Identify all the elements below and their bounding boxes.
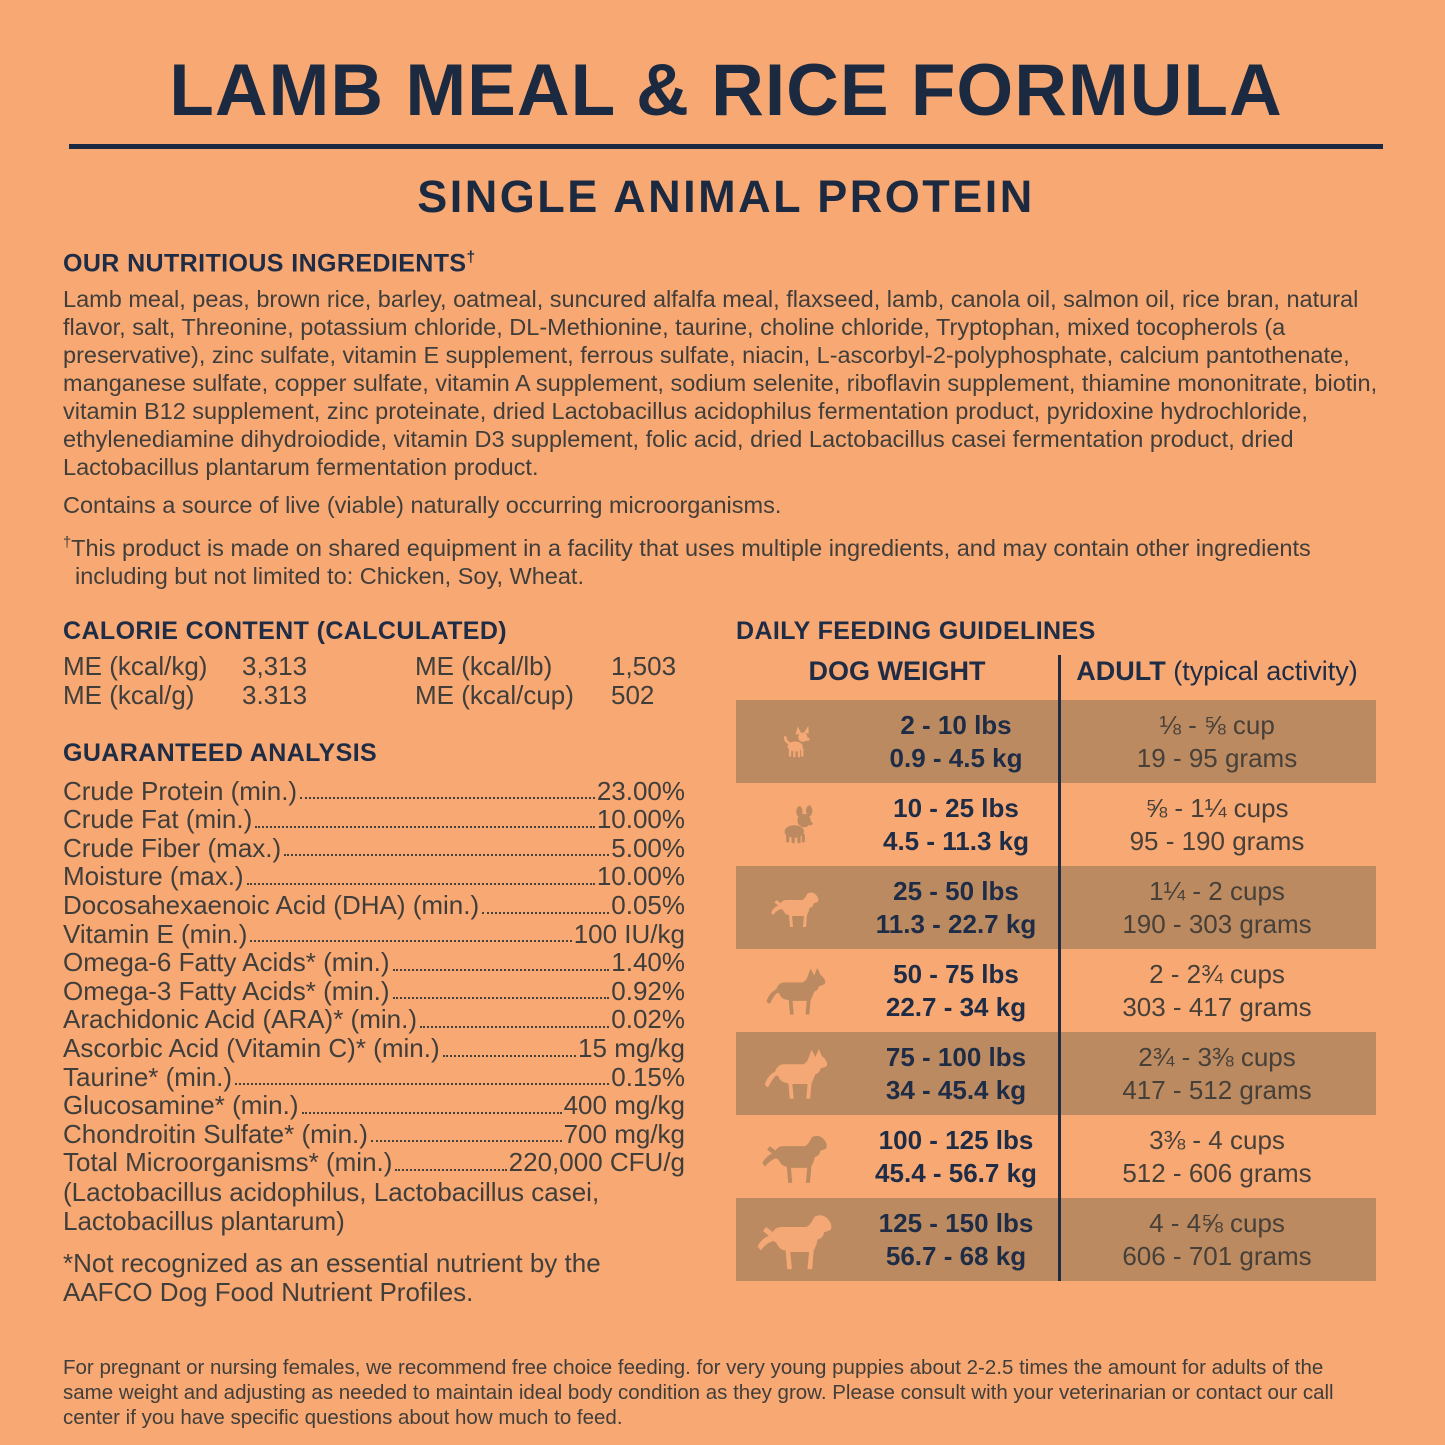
- calorie-entry: [415, 681, 611, 710]
- amount-grams: 95 - 190 grams: [1129, 825, 1305, 856]
- leader-dots: [284, 854, 609, 856]
- dog-icon-cell: [736, 949, 854, 1032]
- amount-cups: 2 - 2¾ cups: [1149, 958, 1285, 989]
- weight-lbs: 10 - 25 lbs: [893, 792, 1019, 823]
- dog-icon-shape: [766, 968, 825, 1015]
- calorie-label: ME (kcal/g): [63, 680, 195, 711]
- dog-icon-cell: [736, 1115, 854, 1198]
- analysis-value: 220,000 CFU/g: [508, 1147, 685, 1178]
- analysis-label: Glucosamine* (min.): [63, 1090, 299, 1121]
- calorie-value: 3.313: [242, 680, 308, 711]
- calorie-label: ME (kcal/lb): [415, 651, 553, 682]
- column-divider: [1058, 655, 1061, 1281]
- calorie-entry: [63, 681, 242, 710]
- weight-lbs: 50 - 75 lbs: [893, 958, 1019, 989]
- analysis-row: [63, 1063, 685, 1092]
- analysis-label: Crude Fiber (max.): [63, 832, 282, 863]
- adult-amount-cell: [1058, 792, 1376, 858]
- dog-weight-cell: [854, 1124, 1058, 1190]
- calorie-table: [63, 652, 685, 710]
- analysis-label: Crude Fat (min.): [63, 804, 253, 835]
- guaranteed-analysis-heading: GUARANTEED ANALYSIS: [63, 739, 378, 768]
- analysis-row: [63, 862, 685, 891]
- page-title: LAMB MEAL & RICE FORMULA: [169, 50, 1283, 131]
- leader-dots: [250, 940, 571, 942]
- amount-cups: 1¼ - 2 cups: [1149, 875, 1285, 906]
- dog-icon: [779, 723, 812, 760]
- adult-amount-cell: [1058, 1124, 1376, 1190]
- amount-grams: 190 - 303 grams: [1122, 908, 1312, 939]
- weight-kg: 45.4 - 56.7 kg: [875, 1157, 1037, 1188]
- left-column: [63, 618, 685, 1307]
- analysis-value: 0.92%: [611, 975, 685, 1006]
- dog-icon-shape: [784, 806, 812, 844]
- dog-icon: [770, 887, 820, 929]
- calorie-entry: [415, 652, 611, 681]
- analysis-label: Taurine* (min.): [63, 1061, 233, 1092]
- feeding-table-header: [736, 655, 1376, 700]
- dog-icon-cell: [736, 1032, 854, 1115]
- adult-amount-cell: [1058, 958, 1376, 1024]
- weight-lbs: 100 - 125 lbs: [878, 1124, 1034, 1155]
- analysis-row: [63, 920, 685, 949]
- dog-icon: [756, 1208, 834, 1271]
- dog-weight-cell: [854, 709, 1058, 775]
- feeding-row: [736, 700, 1376, 783]
- col-header-adult-bold: ADULT: [1076, 656, 1166, 687]
- analysis-row: [63, 1120, 685, 1149]
- analysis-row: [63, 1034, 685, 1063]
- analysis-row: [63, 891, 685, 920]
- analysis-label: Omega-6 Fatty Acids* (min.): [63, 947, 390, 978]
- weight-kg: 22.7 - 34 kg: [885, 991, 1027, 1022]
- analysis-row: [63, 1148, 685, 1177]
- analysis-value: 10.00%: [596, 804, 685, 835]
- ingredients-heading: [63, 249, 1389, 278]
- weight-kg: 56.7 - 68 kg: [885, 1240, 1027, 1271]
- aafco-footnote: *Not recognized as an essential nutrient by the AAFCO Dog Food Nutrient Profiles.: [63, 1247, 601, 1307]
- analysis-value: 100 IU/kg: [573, 918, 685, 949]
- dog-icon: [775, 805, 816, 844]
- dog-icon: [762, 1045, 828, 1102]
- leader-dots: [302, 1112, 562, 1114]
- leader-dots: [482, 912, 609, 914]
- analysis-value: 5.00%: [611, 832, 685, 863]
- weight-kg: 0.9 - 4.5 kg: [889, 742, 1023, 773]
- feeding-advice-note: For pregnant or nursing females, we recommend free choice feeding. for very young puppies about 2-2.5 times the amount for adults of the same weight and adjusting as needed to maintain ideal body condition as they grow. Please consult with your veterinarian or contact our call center if you have specific questions about how much to feed.: [63, 1355, 1334, 1429]
- feeding-guidelines-heading: DAILY FEEDING GUIDELINES: [736, 616, 1096, 645]
- analysis-value: 23.00%: [596, 775, 685, 806]
- analysis-row: [63, 977, 685, 1006]
- dog-icon-shape: [762, 1136, 826, 1183]
- feeding-row: [736, 866, 1376, 949]
- ingredients-text: Lamb meal, peas, brown rice, barley, oatmeal, suncured alfalfa meal, flaxseed, lamb, canola oil, salmon oil, rice bran, natural flavor, salt, Threonine, potassium chloride, DL-Methionine, taurine, choline chloride, Tryptophan, mixed tocopherols (a preservative), zinc sulfate, vitamin E supplement, ferrous sulfate, niacin, L-ascorbyl-2-polyphosphate, calcium pantothenate, manganese sulfate, copper sulfate, vitamin A supplement, sodium selenite, riboflavin supplement, thiamine mononitrate, biotin, vitamin B12 supplement, zinc proteinate, dried Lactobacillus acidophilus fermentation product, pyridoxine hydrochloride, ethylenediamine dihydroiodide, vitamin D3 supplement, folic acid, dried Lactobacillus casei fermentation product, dried Lactobacillus plantarum fermentation product.: [63, 285, 1378, 480]
- leader-dots: [247, 883, 595, 885]
- feeding-row: [736, 1032, 1376, 1115]
- analysis-value: 10.00%: [596, 861, 685, 892]
- analysis-value: 0.05%: [611, 890, 685, 921]
- analysis-value: 400 mg/kg: [563, 1090, 685, 1121]
- feeding-table: [736, 655, 1376, 1281]
- adult-amount-cell: [1058, 709, 1376, 775]
- analysis-label: Crude Protein (min.): [63, 775, 298, 806]
- analysis-label: Docosahexaenoic Acid (DHA) (min.): [63, 890, 480, 921]
- analysis-row: [63, 805, 685, 834]
- weight-lbs: 25 - 50 lbs: [893, 875, 1019, 906]
- dog-icon-cell: [736, 700, 854, 783]
- dog-icon: [764, 965, 826, 1017]
- leader-dots: [393, 969, 610, 971]
- dog-icon-shape: [765, 1049, 827, 1099]
- leader-dots: [443, 1055, 576, 1057]
- dagger-mark: †: [63, 534, 72, 551]
- right-column: [736, 618, 1376, 1307]
- dog-icon: [761, 1129, 829, 1185]
- analysis-label: Moisture (max.): [63, 861, 244, 892]
- analysis-row: [63, 777, 685, 806]
- amount-grams: 606 - 701 grams: [1122, 1240, 1312, 1271]
- dog-icon-shape: [758, 1215, 832, 1269]
- analysis-row: [63, 948, 685, 977]
- calorie-entry: [63, 652, 242, 681]
- col-header-adult-normal: (typical activity): [1165, 656, 1358, 687]
- microorganism-species-note: (Lactobacillus acidophilus, Lactobacillus casei, Lactobacillus plantarum): [63, 1176, 600, 1236]
- amount-cups: ⅛ - ⅝ cup: [1159, 709, 1275, 740]
- leader-dots: [393, 997, 610, 999]
- leader-dots: [255, 826, 595, 828]
- amount-grams: 19 - 95 grams: [1136, 742, 1298, 773]
- weight-lbs: 2 - 10 lbs: [900, 709, 1012, 740]
- adult-amount-cell: [1058, 875, 1376, 941]
- lower-columns: [63, 618, 1389, 1307]
- amount-grams: 417 - 512 grams: [1122, 1074, 1312, 1105]
- page-subtitle: SINGLE ANIMAL PROTEIN: [417, 171, 1035, 222]
- analysis-row: [63, 1005, 685, 1034]
- analysis-label: Ascorbic Acid (Vitamin C)* (min.): [63, 1033, 440, 1063]
- analysis-label: Arachidonic Acid (ARA)* (min.): [63, 1004, 417, 1035]
- dagger-mark: †: [466, 249, 476, 266]
- ingredients-heading-text: OUR NUTRITIOUS INGREDIENTS: [63, 249, 467, 278]
- analysis-label: Chondroitin Sulfate* (min.): [63, 1118, 368, 1149]
- guaranteed-analysis-list: [63, 777, 685, 1177]
- dog-weight-cell: [854, 1207, 1058, 1273]
- leader-dots: [420, 1026, 609, 1028]
- amount-cups: ⅝ - 1¼ cups: [1145, 792, 1289, 823]
- dog-icon-shape: [783, 726, 809, 758]
- feeding-row: [736, 1198, 1376, 1281]
- analysis-row: [63, 834, 685, 863]
- feeding-rows: [736, 700, 1376, 1281]
- amount-cups: 3⅜ - 4 cups: [1149, 1124, 1285, 1155]
- analysis-label: Omega-3 Fatty Acids* (min.): [63, 975, 390, 1006]
- feeding-row: [736, 1115, 1376, 1198]
- dog-weight-cell: [854, 1041, 1058, 1107]
- dog-icon-cell: [736, 1198, 854, 1281]
- col-header-adult: [1058, 655, 1376, 687]
- analysis-value: 0.15%: [611, 1061, 685, 1092]
- analysis-value: 700 mg/kg: [563, 1118, 685, 1149]
- leader-dots: [235, 1083, 609, 1085]
- dog-icon-cell: [736, 866, 854, 949]
- dog-weight-cell: [854, 792, 1058, 858]
- leader-dots: [371, 1140, 562, 1142]
- weight-kg: 4.5 - 11.3 kg: [883, 825, 1029, 856]
- dog-icon-shape: [771, 892, 818, 927]
- analysis-row: [63, 1091, 685, 1120]
- dog-icon-cell: [736, 783, 854, 866]
- calorie-value: 502: [611, 680, 655, 711]
- dog-weight-cell: [854, 958, 1058, 1024]
- calorie-value: 1,503: [611, 651, 677, 682]
- allergen-note: [63, 529, 1389, 590]
- leader-dots: [300, 797, 595, 799]
- feeding-row: [736, 949, 1376, 1032]
- title-divider: [69, 144, 1383, 149]
- calorie-label: ME (kcal/kg): [63, 651, 208, 682]
- col-header-dog-weight: DOG WEIGHT: [808, 656, 986, 687]
- adult-amount-cell: [1058, 1041, 1376, 1107]
- analysis-label: Total Microorganisms* (min.): [63, 1147, 393, 1178]
- microorganisms-note: Contains a source of live (viable) naturally occurring microorganisms.: [63, 491, 782, 518]
- calorie-label: ME (kcal/cup): [415, 680, 574, 711]
- weight-kg: 11.3 - 22.7 kg: [875, 908, 1037, 939]
- analysis-value: 15 mg/kg: [578, 1033, 685, 1063]
- leader-dots: [395, 1169, 506, 1171]
- calorie-heading: CALORIE CONTENT (CALCULATED): [63, 616, 508, 645]
- weight-lbs: 125 - 150 lbs: [878, 1207, 1034, 1238]
- analysis-value: 0.02%: [611, 1004, 685, 1035]
- amount-grams: 512 - 606 grams: [1122, 1157, 1312, 1188]
- adult-amount-cell: [1058, 1207, 1376, 1273]
- calorie-value: 3,313: [242, 651, 308, 682]
- analysis-label: Vitamin E (min.): [63, 918, 248, 949]
- amount-grams: 303 - 417 grams: [1122, 991, 1312, 1022]
- feeding-row: [736, 783, 1376, 866]
- amount-cups: 4 - 4⅝ cups: [1149, 1207, 1285, 1238]
- weight-lbs: 75 - 100 lbs: [885, 1041, 1027, 1072]
- allergen-note-text: This product is made on shared equipment in a facility that uses multiple ingredients, and may contain other ingredients including but not limited to: Chicken, Soy, Wheat.: [71, 534, 1311, 589]
- analysis-value: 1.40%: [611, 947, 685, 978]
- amount-cups: 2¾ - 3⅜ cups: [1138, 1041, 1296, 1072]
- dog-weight-cell: [854, 875, 1058, 941]
- weight-kg: 34 - 45.4 kg: [885, 1074, 1027, 1105]
